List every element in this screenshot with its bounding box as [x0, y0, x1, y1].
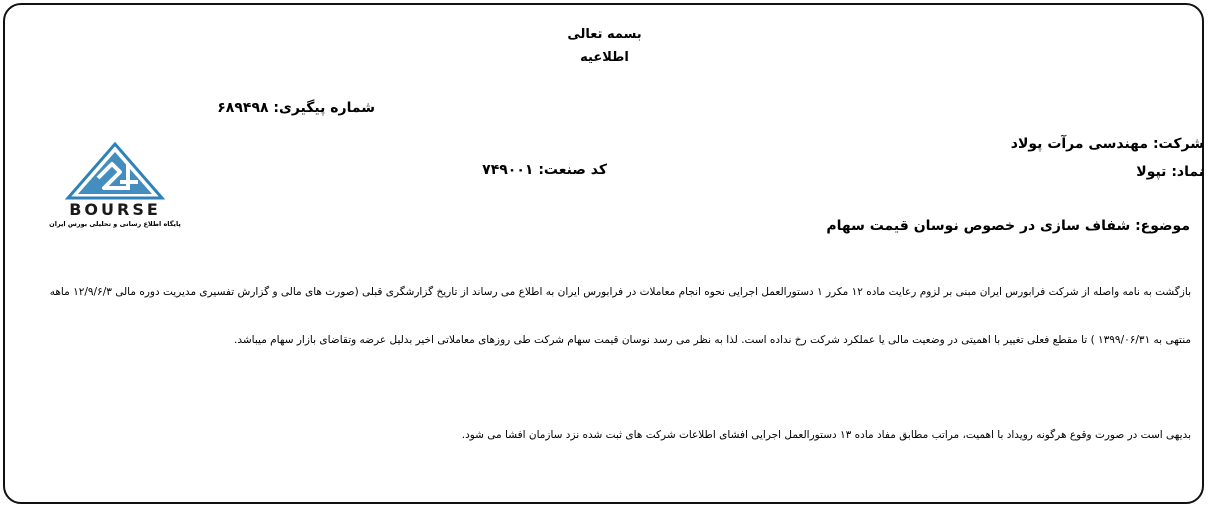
body-paragraph-2: منتهی به ۱۳۹۹/۰۶/۳۱ ) تا مقطع فعلی تغییر با اهمیتی در وضعیت مالی یا عملکرد شرکت رخ نداده است. لذا به نظر می رسد نوسان قیمت سهام شرکت طی روزهای معاملاتی اخیر بدلیل عرضه وتقاضای بازار سهام میباشد. — [234, 334, 1191, 346]
bourse-logo-mark — [40, 138, 190, 218]
tracking-number: شماره پیگیری: ۶۸۹۴۹۸ — [217, 100, 375, 116]
company-name: شرکت: مهندسی مرآت پولاد — [1010, 136, 1204, 152]
basmala-heading: بسمه تعالی — [567, 27, 642, 42]
logo-caption: پایگاه اطلاع رسانی و تحلیلی بورس ایران — [49, 220, 181, 228]
notice-title: اطلاعیه — [580, 50, 629, 65]
ticker-symbol: نماد: تپولا — [1136, 164, 1204, 180]
bourse-logo — [40, 138, 190, 232]
body-paragraph-1: بازگشت به نامه واصله از شرکت فرابورس ایران مبنی بر لزوم رعایت ماده ۱۲ مکرر ۱ دستورالعمل اجرایی نحوه انجام معاملات در فرابورس ایران به اطلاع می رساند از تاریخ گزارشگری قبلی (صورت های مالی و گزارش تفسیری مدیریت دوره مالی ۱۲/۹/۶/۳ ماهه — [49, 286, 1191, 298]
industry-code: کد صنعت: ۷۴۹۰۰۱ — [482, 162, 607, 178]
logo-wordmark: BOURSE — [69, 200, 161, 218]
subject-line: موضوع: شفاف سازی در خصوص نوسان قیمت سهام — [826, 218, 1190, 234]
body-paragraph-3: بدیهی است در صورت وقوع هرگونه رویداد با اهمیت، مراتب مطابق مفاد ماده ۱۳ دستورالعمل اجرایی افشای اطلاعات شرکت های ثبت شده نزد سازمان افشا می شود. — [461, 429, 1191, 441]
